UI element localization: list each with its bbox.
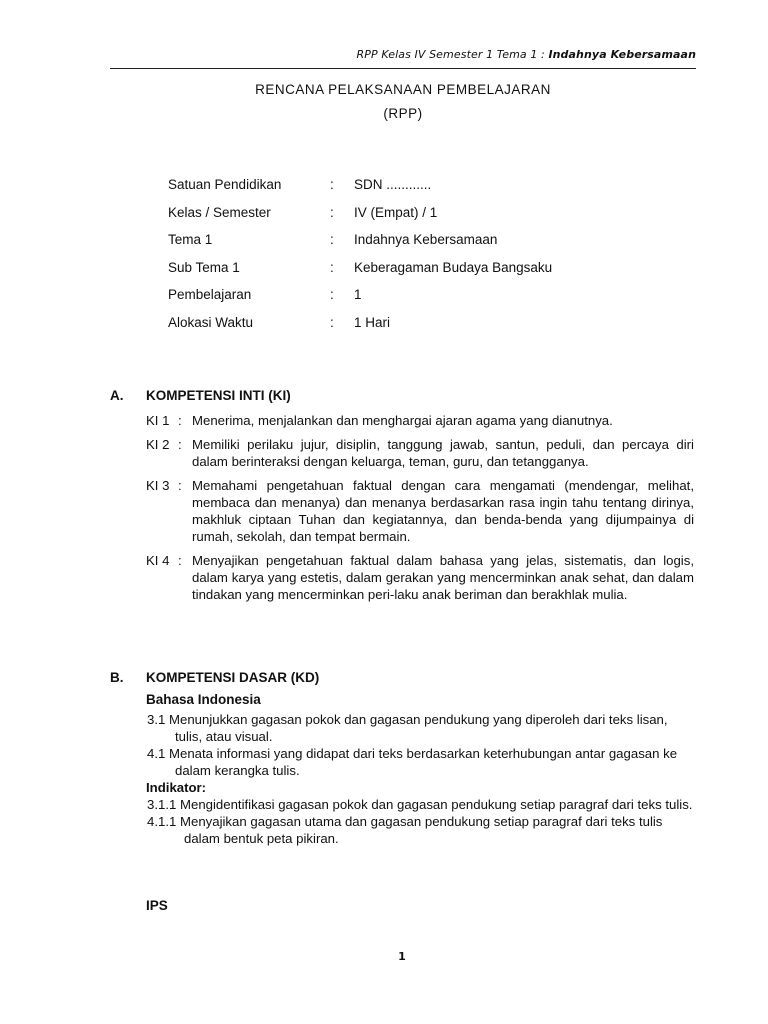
- kd-block: [146, 692, 694, 847]
- identity-row: [168, 287, 552, 315]
- identity-value: SDN ............: [354, 177, 432, 192]
- section-title: KOMPETENSI INTI (KI): [146, 388, 291, 403]
- identity-colon: :: [330, 287, 334, 302]
- ki-text: Memiliki perilaku jujur, disiplin, tanggung jawab, santun, peduli, dan percaya diri dalam berinteraksi dengan keluarga, teman, guru, dan tetangganya.: [192, 437, 694, 469]
- ki-text: Menyajikan pengetahuan faktual dalam bahasa yang jelas, sistematis, dan logis, dalam karya yang estetis, dalam gerakan yang mencerminkan anak sehat, dan dalam tindakan yang mencerminkan peri-laku anak beriman dan berakhlak mulia.: [192, 553, 694, 602]
- document-subtitle: (RPP): [383, 106, 423, 121]
- section-letter: B.: [110, 670, 124, 685]
- ki-list: [146, 412, 694, 610]
- section-b-heading: [110, 670, 319, 685]
- identity-label: Tema 1: [168, 232, 213, 247]
- subject-heading-ips: IPS: [146, 898, 168, 913]
- identity-value: IV (Empat) / 1: [354, 204, 438, 220]
- running-header-prefix: RPP Kelas IV Semester 1 Tema 1 :: [356, 48, 549, 61]
- section-title: KOMPETENSI DASAR (KD): [146, 670, 320, 685]
- identity-colon: :: [330, 232, 334, 247]
- running-header: [357, 48, 696, 61]
- identity-colon: :: [330, 204, 334, 220]
- identity-row: [168, 315, 552, 343]
- identity-row: [168, 205, 552, 233]
- identity-row: [168, 232, 552, 260]
- header-rule: [110, 68, 696, 69]
- document-title: RENCANA PELAKSANAAN PEMBELAJARAN: [255, 82, 551, 97]
- ki-code: KI 2: [146, 437, 170, 452]
- identity-row: [168, 177, 552, 205]
- identity-value: 1 Hari: [354, 314, 391, 330]
- identity-table: [168, 177, 552, 342]
- identity-colon: :: [330, 259, 334, 275]
- identity-label: Pembelajaran: [168, 287, 252, 302]
- ki-text: Menerima, menjalankan dan menghargai ajaran agama yang dianutnya.: [192, 413, 613, 428]
- identity-value: 1: [354, 287, 362, 302]
- section-a-heading: [110, 388, 291, 403]
- ki-code: KI 4: [146, 553, 170, 568]
- identity-label: Sub Tema 1: [168, 259, 240, 275]
- kd-item: 4.1 Menata informasi yang didapat dari teks berdasarkan keterhubungan antar gagasan ke dalam kerangka tulis.: [147, 746, 678, 778]
- identity-label: Kelas / Semester: [168, 204, 271, 220]
- ki-text: Memahami pengetahuan faktual dengan cara mengamati (mendengar, melihat, membaca dan menanya) dan menanya berdasarkan rasa ingin tahu tentang dirinya, makhluk ciptaan Tuhan dan kegiatannya, dan benda-benda yang dijumpainya di rumah, sekolah, dan tempat bermain.: [192, 478, 694, 544]
- ki-item: [146, 412, 694, 429]
- indicator-item: 4.1.1 Menyajikan gagasan utama dan gagasan pendukung setiap paragraf dari teks tulis dalam bentuk peta pikiran.: [147, 814, 663, 846]
- indicator-item: 3.1.1 Mengidentifikasi gagasan pokok dan gagasan pendukung setiap paragraf dari teks tulis.: [147, 797, 693, 812]
- ki-item: [146, 552, 694, 603]
- ki-colon: :: [178, 413, 182, 428]
- identity-value: Keberagaman Budaya Bangsaku: [354, 259, 553, 275]
- page-number: 1: [398, 950, 406, 963]
- identity-label: Satuan Pendidikan: [168, 177, 282, 192]
- subject-heading: Bahasa Indonesia: [146, 692, 261, 707]
- ki-item: [146, 436, 694, 470]
- section-letter: A.: [110, 388, 124, 403]
- ki-colon: :: [178, 553, 182, 568]
- indicator-label: Indikator:: [146, 780, 207, 795]
- identity-colon: :: [330, 314, 334, 330]
- ki-code: KI 1: [146, 413, 170, 428]
- ki-colon: :: [178, 478, 182, 493]
- kd-item: 3.1 Menunjukkan gagasan pokok dan gagasan pendukung yang diperoleh dari teks lisan, tulis, atau visual.: [147, 712, 668, 744]
- identity-value: Indahnya Kebersamaan: [354, 232, 498, 247]
- ki-item: [146, 477, 694, 545]
- running-header-theme: Indahnya Kebersamaan: [548, 48, 696, 61]
- ki-colon: :: [178, 437, 182, 452]
- identity-label: Alokasi Waktu: [168, 314, 254, 330]
- ki-code: KI 3: [146, 478, 170, 493]
- identity-colon: :: [330, 177, 334, 192]
- identity-row: [168, 260, 552, 288]
